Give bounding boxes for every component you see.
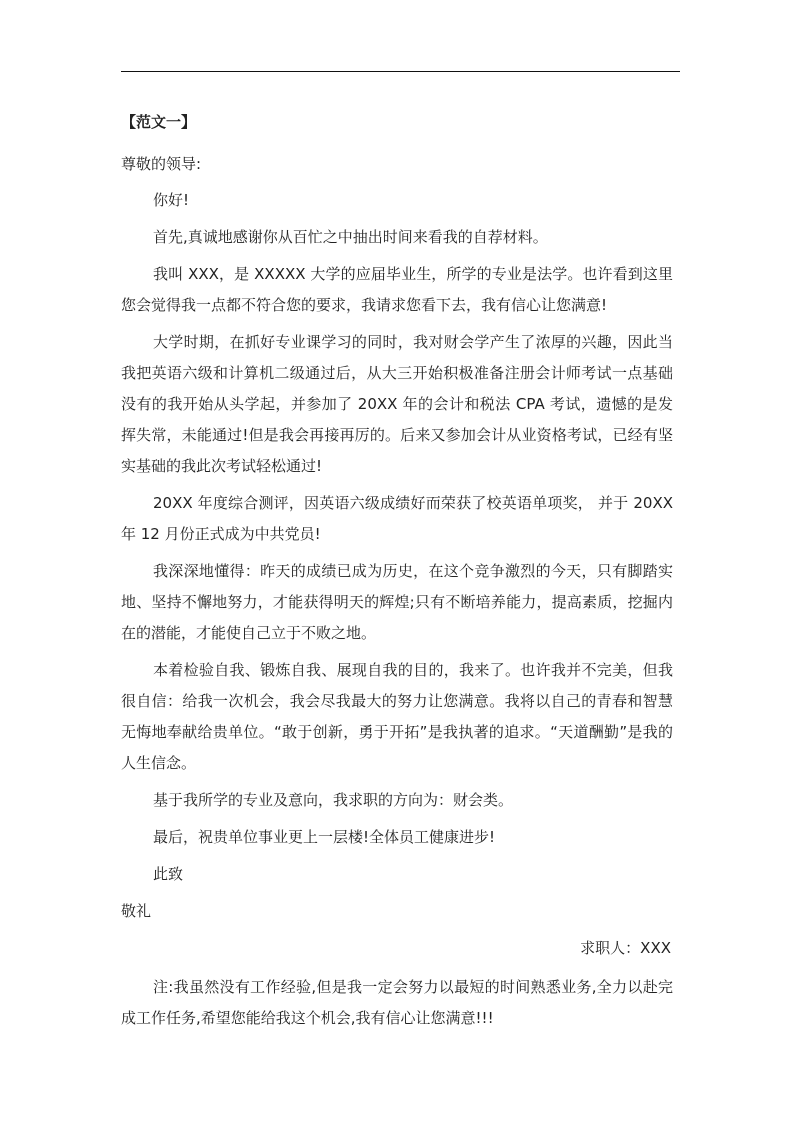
signature: 求职人：XXX bbox=[580, 939, 671, 957]
salutation: 尊敬的领导: bbox=[121, 155, 202, 173]
letter-body bbox=[121, 107, 673, 1040]
note-paragraph: 注:我虽然没有工作经验,但是我一定会努力以最短的时间熟悉业务,全力以赴完成工作任务,希望您能给我这个机会,我有信心让您满意!!! bbox=[121, 978, 673, 1027]
wishes-paragraph: 最后，祝贵单位事业更上一层楼!全体员工健康进步! bbox=[153, 828, 496, 846]
university-paragraph: 大学时期，在抓好专业课学习的同时，我对财会学产生了浓厚的兴趣，因此当我把英语六级和计算机二级通过后，从大三开始积极准备注册会计师考试一点基础没有的我开始从头学起，并参加了 20XX 年的会计和税法 CPA 考试，遗憾的是发挥失常，未能通过!但是我会再接再厉的。后来又参加会计从业资格考试，已经有坚实基础的我此次考试轻松通过! bbox=[121, 333, 673, 475]
introduction-paragraph: 我叫 XXX，是 XXXXX 大学的应届毕业生，所学的专业是法学。也许看到这里您会觉得我一点都不符合您的要求，我请求您看下去，我有信心让您满意! bbox=[121, 265, 673, 314]
understanding-paragraph: 我深深地懂得：昨天的成绩已成为历史，在这个竞争激烈的今天，只有脚踏实地、坚持不懈地努力，才能获得明天的辉煌;只有不断培养能力，提高素质，挖掘内在的潜能，才能使自己立于不败之地。 bbox=[121, 562, 673, 642]
awards-paragraph: 20XX 年度综合测评，因英语六级成绩好而荣获了校英语单项奖， 并于 20XX 年 12 月份正式成为中共党员! bbox=[121, 494, 673, 543]
closing-phrase: 此致 bbox=[153, 865, 184, 883]
greeting-paragraph: 你好! bbox=[153, 191, 190, 209]
motivation-paragraph: 本着检验自我、锻炼自我、展现自我的目的，我来了。也许我并不完美，但我很自信：给我一次机会，我会尽我最大的努力让您满意。我将以自己的青春和智慧无悔地奉献给贵单位。“敢于创新，勇于开拓”是我执著的追求。“天道酬勤”是我的人生信念。 bbox=[121, 661, 673, 772]
document-title: 【范文一】 bbox=[121, 113, 197, 131]
closing-salute: 敬礼 bbox=[121, 902, 152, 920]
header-rule bbox=[121, 71, 680, 72]
career-direction-paragraph: 基于我所学的专业及意向，我求职的方向为：财会类。 bbox=[153, 791, 514, 809]
thanks-paragraph: 首先,真诚地感谢你从百忙之中抽出时间来看我的自荐材料。 bbox=[153, 228, 548, 246]
